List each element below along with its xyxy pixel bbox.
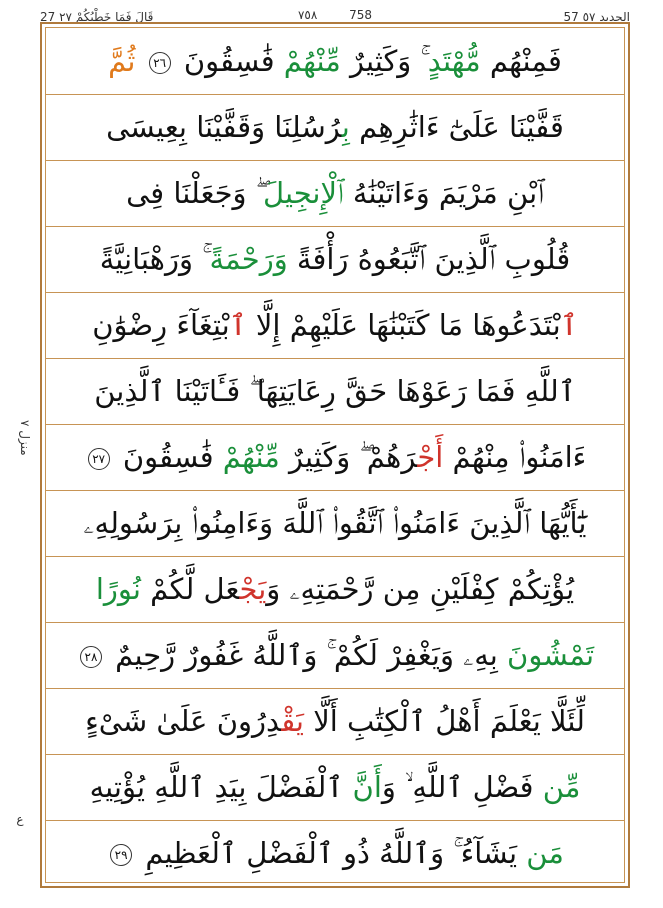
text-segment: فَٰسِقُونَ [174,44,284,78]
text-segment: يُؤْتِكُمْ كِفْلَيْنِ مِن رَّحْمَتِهِۦ وَ [266,572,575,606]
text-line [46,820,624,886]
text-segment: ثُمَّ [108,44,145,78]
text-segment: فَضْلِ ٱللَّهِ ۙ وَ [381,770,543,804]
text-segment: ٱ [229,308,247,342]
text-segment: ٱللَّهِ فَمَا رَعَوْهَا حَقَّ رِعَايَتِهَا ۖ فَـَٔاتَيْنَا ٱلَّذِينَ [94,374,576,408]
page-number-group [40,8,630,22]
text-segment: وَرَحْمَةً [209,242,288,276]
text-segment: ۚ وَكَثِيرٌ [340,44,428,78]
text-segment: بْتِغَآءَ رِضْوَٰنِ [92,308,230,342]
text-segment: ۖ وَجَعَلْنَا فِى [126,176,263,210]
ayah-number-marker: ٢٧ [88,448,110,470]
text-line [46,160,624,227]
page-frame [40,22,630,888]
text-line [46,94,624,161]
text-segment: نُورًا [95,572,141,606]
page-number: 758 [349,8,373,22]
manzil-marker: منزل ٧ [18,420,32,456]
ruku-marker: ع [16,812,24,826]
ayah-number-marker: ٢٩ [110,844,132,866]
text-segment: عَل لَّكُمْ [140,572,240,606]
text-line [46,226,624,293]
text-segment: يَشَآءُ ۚ وَٱللَّهُ ذُو ٱلْفَضْلِ ٱلْعَظِيمِ [136,836,527,870]
text-segment: ٱبْنِ مَرْيَمَ وَءَاتَيْنَٰهُ [343,176,544,210]
text-segment: مِّنْهُمْ [283,44,341,78]
text-segment: بِهِۦ وَيَغْفِرْ لَكُمْ ۚ وَٱللَّهُ غَفُورٌ رَّحِيمٌ [105,638,508,672]
text-line [46,358,624,425]
text-line [46,28,624,95]
text-line [46,556,624,623]
text-segment: فَمِنْهُم [480,44,562,78]
text-segment: يَٰٓأَيُّهَا ٱلَّذِينَ ءَامَنُوا۟ ٱتَّقُوا۟ ٱللَّهَ وَءَامِنُوا۟ بِرَسُولِهِۦ [83,506,587,540]
ayah-number-marker: ٢٦ [149,52,171,74]
text-segment: ٱلْإِنجِيلَ [262,176,344,210]
text-segment: بْتَدَعُوهَا مَا كَتَبْنَٰهَا عَلَيْهِمْ إِلَّا [246,308,561,342]
text-segment: لِّئَلَّا يَعْلَمَ أَهْلُ ٱلْكِتَٰبِ أَلَّا [303,704,585,738]
text-segment: تَمْشُونَ [507,638,595,672]
text-line [46,490,624,557]
page-number-arabic: ٧٥٨ [297,8,318,22]
text-segment: قُلُوبِ ٱلَّذِينَ ٱتَّبَعُوهُ رَأْفَةً [287,242,571,276]
text-segment: ۚ وَرَهْبَانِيَّةً [99,242,210,276]
text-line [46,622,624,689]
surah-title: 57 الحديد ٥٧ [563,10,630,24]
text-lines [45,27,625,883]
text-segment: أَجْ [417,440,444,474]
text-segment: يَجْ [239,572,267,606]
text-line [46,754,624,821]
text-segment: مَن [526,836,564,870]
ayah-number-marker: ٢٨ [80,646,102,668]
text-segment: رُسُلِنَا وَقَفَّيْنَا بِعِيسَى [106,110,342,144]
text-line [46,688,624,755]
text-segment: ٱلْفَضْلَ بِيَدِ ٱللَّهِ يُؤْتِيهِ [89,770,353,804]
text-segment: قَفَّيْنَا عَلَىٰٓ ءَاثَٰرِهِم [349,110,564,144]
text-segment: مِّن [542,770,581,804]
text-segment: دِرُونَ عَلَىٰ شَىْءٍ [85,704,282,738]
text-segment: ءَامَنُوا۟ مِنْهُمْ [443,440,587,474]
text-segment: يَقْ [281,704,304,738]
text-segment: رَهُمْ ۖ وَكَثِيرٌ [279,440,418,474]
text-line [46,424,624,491]
text-segment: ٱ [560,308,578,342]
text-segment: بِ [341,110,350,144]
text-segment: مِّنْهُمْ [222,440,280,474]
text-segment: فَٰسِقُونَ [113,440,223,474]
text-segment: مُّهْتَدٍ [427,44,481,78]
juz-title: 27 قَالَ فَمَا خَطْبُكُمْ ٢٧ [40,10,154,24]
text-line [46,292,624,359]
text-segment: أَنَّ [352,770,382,804]
